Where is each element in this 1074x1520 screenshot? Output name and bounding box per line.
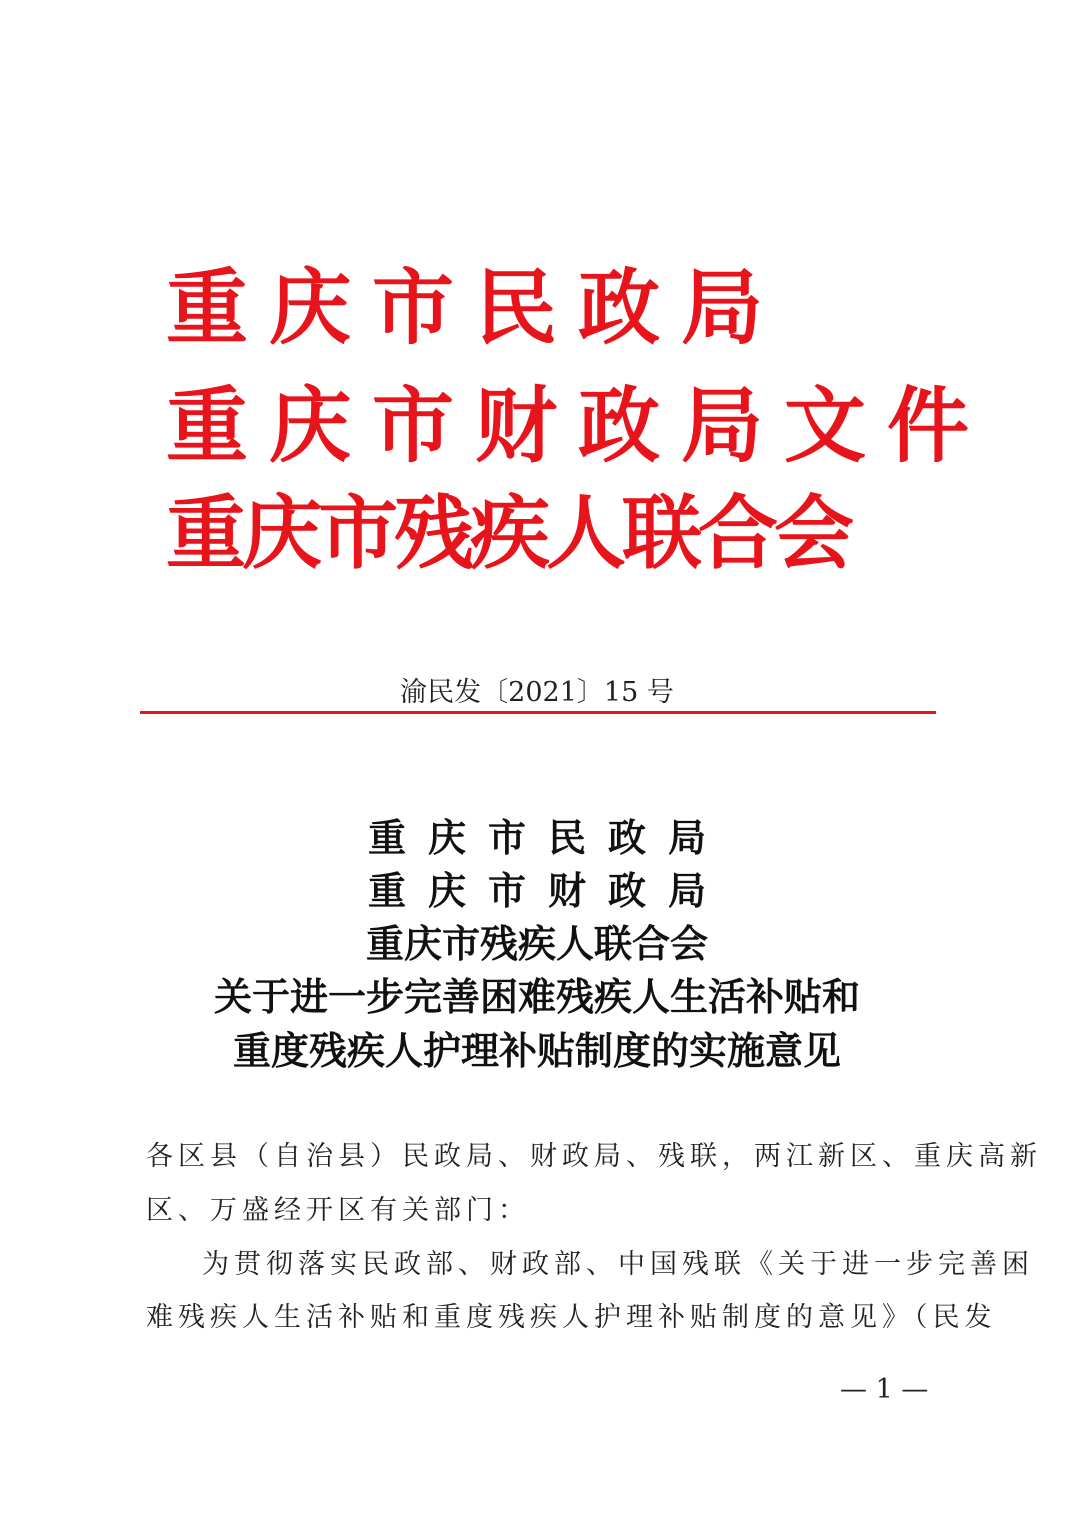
header-issuer-finance-document: 重庆市财政局文件: [166, 379, 991, 474]
body-paragraph-line-2: 难残疾人生活补贴和重度残疾人护理补贴制度的意见》（民发: [146, 1302, 997, 1333]
header-issuer-disabled-federation: 重庆市残疾人联合会: [166, 487, 850, 580]
page-number: — 1 —: [840, 1374, 929, 1405]
title-line-2: 重庆市财政局: [367, 868, 728, 913]
body-addressee-line-2: 区、万盛经开区有关部门：: [146, 1195, 530, 1226]
title-line-1: 重庆市民政局: [367, 815, 728, 860]
header-issuer-civil-affairs: 重庆市民政局: [166, 261, 785, 356]
title-line-4: 关于进一步完善困难残疾人生活补贴和: [213, 974, 860, 1019]
body-addressee-line-1: 各区县（自治县）民政局、财政局、残联，两江新区、重庆高新: [146, 1141, 1042, 1172]
title-line-5: 重度残疾人护理补贴制度的实施意见: [232, 1028, 841, 1073]
red-separator-line: [140, 711, 936, 714]
document-number: 渝民发〔2021〕15 号: [400, 677, 674, 708]
body-paragraph-line-1: 为贯彻落实民政部、财政部、中国残联《关于进一步完善困: [202, 1249, 1034, 1280]
title-line-3: 重庆市残疾人联合会: [365, 921, 708, 966]
